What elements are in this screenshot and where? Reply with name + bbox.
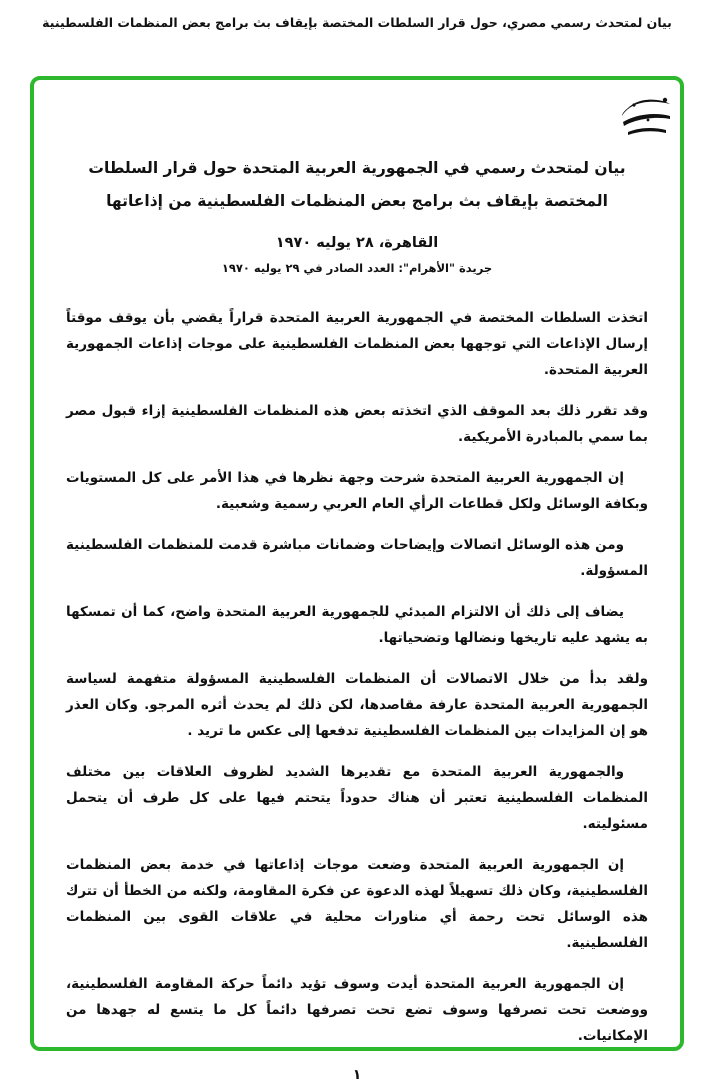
document-frame (30, 76, 684, 1051)
paragraph-4: ومن هذه الوسائل اتصالات وإيضاحات وضمانات مباشرة قدمت للمنظمات الفلسطينية المسؤولة. (66, 537, 648, 580)
document-title (66, 152, 648, 217)
source-line: جريدة "الأهرام": العدد الصادر في ٢٩ يوليه ١٩٧٠ (221, 261, 493, 276)
paragraph-7: والجمهورية العربية المتحدة مع تقديرها الشديد لظروف العلاقات بين مختلف المنظمات الفلسطينية تعتبر أن هناك حدوداً يتحتم فيها على كل طرف أن يتحمل مسئوليته. (66, 764, 648, 833)
paragraph-1: اتخذت السلطات المختصة في الجمهورية العربية المتحدة قراراً يقضي بأن يوقف موقتاً إرسال الإذاعات التي توجهها بعض المنظمات الفلسطينية على موجات إذاعات الجمهورية العربية المتحدة. (66, 310, 648, 379)
paragraph-3: إن الجمهورية العربية المتحدة شرحت وجهة نظرها في هذا الأمر على كل المستويات وبكافة الوسائل ولكل قطاعات الرأي العام العربي رسمية وشعبية. (66, 470, 648, 513)
paragraph-2: وقد تقرر ذلك بعد الموقف الذي اتخذته بعض هذه المنظمات الفلسطينية إزاء قبول مصر بما سمي بالمبادرة الأمريكية. (66, 403, 648, 446)
paragraph-9: إن الجمهورية العربية المتحدة أيدت وسوف تؤيد دائماً حركة المقاومة الفلسطينية، ووضعت تحت تصرفها وسوف تضع تحت تصرفها دائماً كل ما يتسع له جهدها من الإمكانيات. (66, 976, 648, 1045)
document-page (0, 14, 714, 1081)
header-caption: بيان لمتحدث رسمي مصري، حول قرار السلطات المختصة بإيقاف بث برامج بعض المنظمات الفلسطينية (42, 15, 672, 30)
page-number: ١ (352, 1067, 362, 1081)
document-body (66, 305, 648, 1049)
dateline: القاهرة، ٢٨ يوليه ١٩٧٠ (275, 235, 439, 252)
title-line-2: المختصة بإيقاف بث برامج بعض المنظمات الفلسطينية من إذاعاتها (106, 191, 608, 210)
paragraph-5: يضاف إلى ذلك أن الالتزام المبدئي للجمهورية العربية المتحدة واضح، كما أن تمسكها به يشهد عليه تاريخها ونضالها وتضحياتها. (66, 604, 648, 647)
title-line-1: بيان لمتحدث رسمي في الجمهورية العربية المتحدة حول قرار السلطات (88, 159, 626, 177)
paragraph-6: ولقد بدأ من خلال الاتصالات أن المنظمات الفلسطينية المسؤولة متفهمة لسياسة الجمهورية العربية المتحدة عارفة مقاصدها، لكن ذلك لم يحدث أثره المرجو. وكان العذر هو إن المزايدات بين المنظمات الفلسطينية تدفعها إلى عكس ما تريد . (66, 671, 648, 740)
calligraphy-stamp-icon (618, 96, 674, 140)
paragraph-8: إن الجمهورية العربية المتحدة وضعت موجات إذاعاتها في خدمة بعض المنظمات الفلسطينية، وكان ذلك تسهيلاً لهذه الدعوة عن فكرة المقاومة، ولكنه من الخطأ أن تترك هذه الوسائل تحت رحمة أي مناورات محلية في علاقات القوى بين المنظمات الفلسطينية. (66, 857, 648, 952)
